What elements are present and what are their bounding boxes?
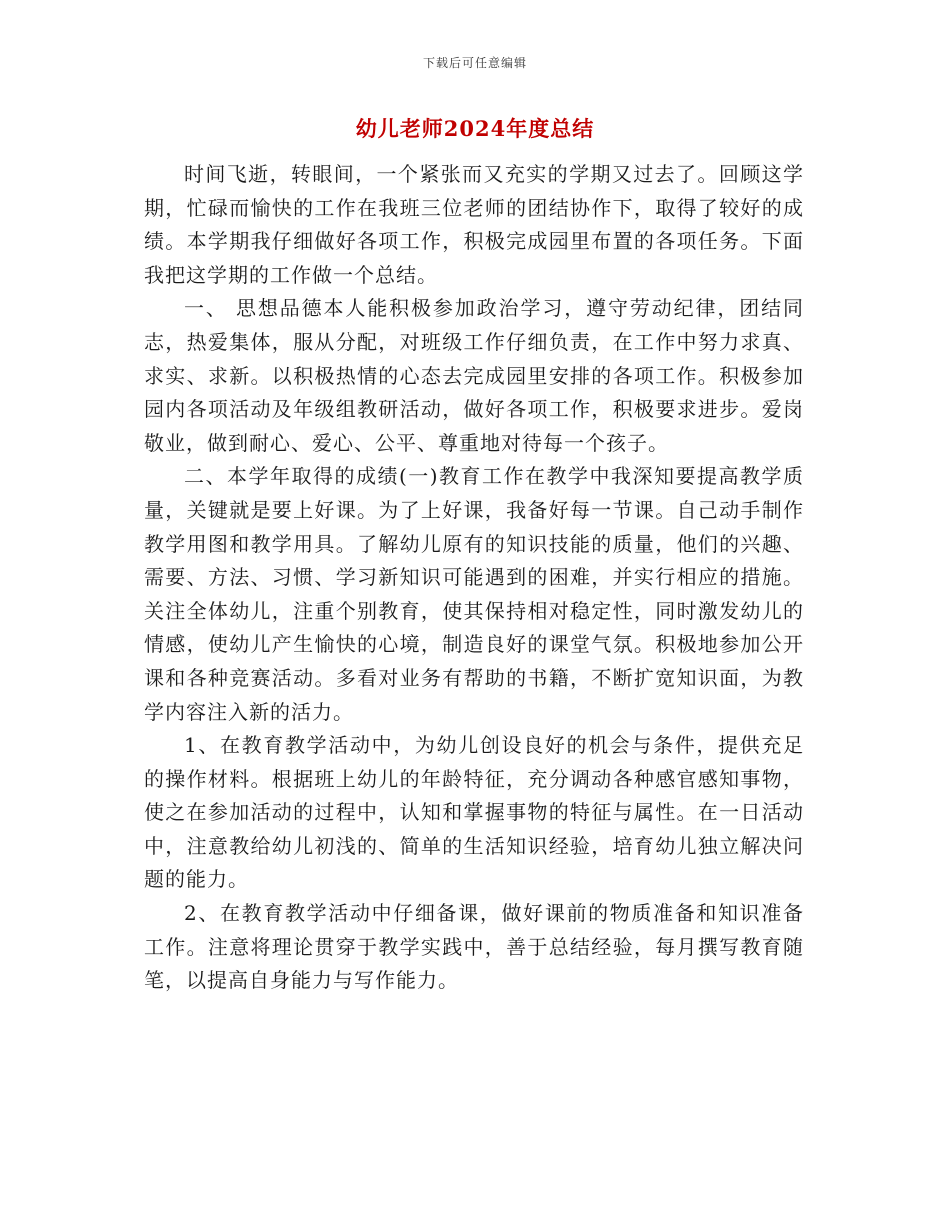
paragraph-section-1: 一、 思想品德本人能积极参加政治学习，遵守劳动纪律，团结同志，热爱集体，服从分配，对班级工作仔细负责，在工作中努力求真、求实、求新。以积极热情的心态去完成园里安排的各项工作。积极参加园内各项活动及年级组教研活动，做好各项工作，积极要求进步。爱岗敬业，做到耐心、爱心、公平、尊重地对待每一个孩子。 <box>144 296 804 455</box>
paragraph-section-2: 二、本学年取得的成绩(一)教育工作在教学中我深知要提高教学质量，关键就是要上好课。为了上好课，我备好每一节课。自己动手制作教学用图和教学用具。了解幼儿原有的知识技能的质量，他们的兴趣、需要、方法、习惯、学习新知识可能遇到的困难，并实行相应的措施。关注全体幼儿，注重个别教育，使其保持相对稳定性，同时激发幼儿的情感，使幼儿产生愉快的心境，制造良好的课堂气氛。积极地参加公开课和各种竞赛活动。多看对业务有帮助的书籍，不断扩宽知识面，为教学内容注入新的活力。 <box>144 464 804 724</box>
paragraph-item-1: 1、在教育教学活动中，为幼儿创设良好的机会与条件，提供充足的操作材料。根据班上幼儿的年龄特征，充分调动各种感官感知事物，使之在参加活动的过程中，认知和掌握事物的特征与属性。在一日活动中，注意教给幼儿初浅的、简单的生活知识经验，培育幼儿独立解决问题的能力。 <box>144 733 804 892</box>
header-note: 下载后可任意编辑 <box>422 56 527 70</box>
document-title: 幼儿老师2024年度总结 <box>355 116 595 141</box>
paragraph-intro: 时间飞逝，转眼间，一个紧张而又充实的学期又过去了。回顾这学期，忙碌而愉快的工作在我班三位老师的团结协作下，取得了较好的成绩。本学期我仔细做好各项工作，积极完成园里布置的各项任务。下面我把这学期的工作做一个总结。 <box>144 162 804 287</box>
paragraph-item-2: 2、在教育教学活动中仔细备课，做好课前的物质准备和知识准备工作。注意将理论贯穿于教学实践中，善于总结经验，每月撰写教育随笔，以提高自身能力与写作能力。 <box>144 901 804 993</box>
document-body <box>144 158 804 998</box>
